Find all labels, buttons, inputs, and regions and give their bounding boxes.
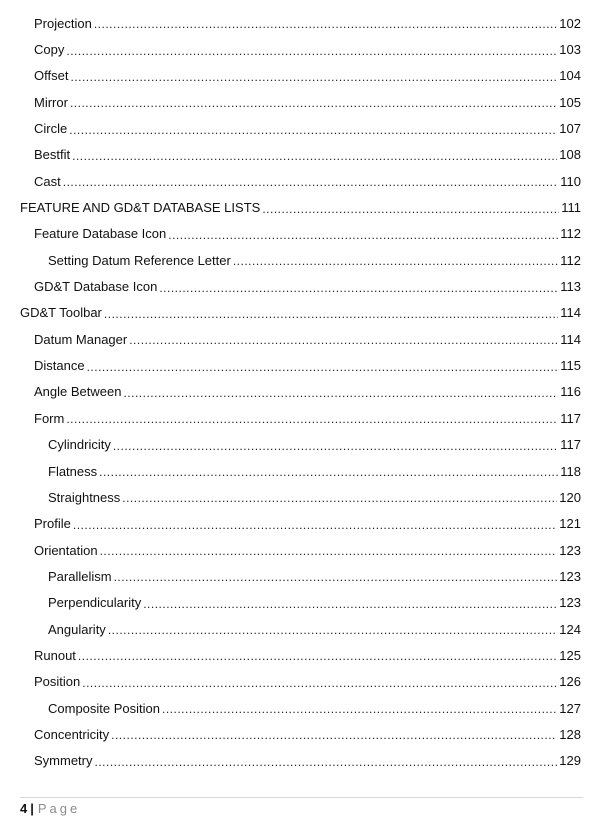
toc-entry-page-number: 121	[559, 516, 581, 532]
toc-entry[interactable]	[0, 669, 607, 695]
toc-entry-page-number: 112	[560, 226, 581, 242]
toc-entry[interactable]	[0, 590, 607, 616]
toc-entry-page-number: 102	[559, 15, 581, 31]
toc-entry-page-number: 123	[559, 542, 581, 558]
toc-entry[interactable]	[0, 511, 607, 537]
toc-entry-title: Symmetry	[34, 753, 93, 769]
toc-dot-leader	[162, 703, 557, 715]
toc-entry-page-number: 117	[560, 410, 581, 426]
toc-entry-page-number: 116	[560, 384, 581, 400]
toc-entry-title: Orientation	[34, 542, 98, 558]
toc-dot-leader	[73, 519, 557, 531]
toc-dot-leader	[94, 18, 557, 30]
toc-entry-page-number: 118	[560, 463, 581, 479]
toc-dot-leader	[66, 413, 558, 425]
toc-entry-title: Offset	[34, 68, 69, 84]
toc-dot-leader	[99, 466, 558, 478]
toc-entry-page-number: 112	[560, 252, 581, 268]
toc-entry[interactable]	[0, 326, 607, 352]
toc-entry-page-number: 124	[559, 621, 581, 637]
toc-entry[interactable]	[0, 273, 607, 299]
footer-separator: |	[30, 801, 34, 816]
toc-dot-leader	[123, 387, 558, 399]
toc-entry[interactable]	[0, 484, 607, 510]
toc-entry[interactable]	[0, 300, 607, 326]
toc-dot-leader	[95, 756, 558, 768]
toc-entry[interactable]	[0, 379, 607, 405]
toc-entry[interactable]	[0, 194, 607, 220]
toc-dot-leader	[100, 545, 558, 557]
toc-entry[interactable]	[0, 63, 607, 89]
toc-dot-leader	[159, 282, 558, 294]
toc-entry-title: Position	[34, 674, 81, 690]
toc-entry-title: Profile	[34, 516, 71, 532]
toc-entry[interactable]	[0, 642, 607, 668]
toc-entry[interactable]	[0, 537, 607, 563]
toc-entry-title: Parallelism	[48, 568, 112, 584]
toc-entry-page-number: 123	[559, 595, 581, 611]
toc-entry-page-number: 128	[559, 726, 581, 742]
toc-entry-page-number: 129	[559, 753, 581, 769]
toc-entry-title: FEATURE AND GD&T DATABASE LISTS	[20, 200, 261, 216]
toc-entry-title: Projection	[34, 15, 92, 31]
toc-entry-page-number: 104	[559, 68, 581, 84]
toc-entry-page-number: 110	[560, 173, 581, 189]
toc-dot-leader	[168, 229, 558, 241]
toc-entry-title: Cast	[34, 173, 61, 189]
toc-entry-title: Perpendicularity	[48, 595, 142, 611]
toc-entry-page-number: 120	[559, 489, 581, 505]
page-footer	[20, 801, 80, 817]
toc-entry-page-number: 107	[559, 121, 581, 137]
toc-entry-title: Circle	[34, 121, 68, 137]
toc-entry-title: Concentricity	[34, 726, 110, 742]
toc-entry-page-number: 113	[560, 279, 581, 295]
toc-entry-page-number: 114	[560, 331, 581, 347]
toc-entry[interactable]	[0, 352, 607, 378]
toc-entry[interactable]	[0, 142, 607, 168]
toc-entry-page-number: 111	[561, 200, 581, 216]
toc-dot-leader	[87, 361, 559, 373]
toc-dot-leader	[72, 150, 557, 162]
toc-entry-title: Angularity	[48, 621, 106, 637]
toc-entry-page-number: 127	[559, 700, 581, 716]
toc-dot-leader	[108, 624, 557, 636]
toc-dot-leader	[63, 176, 559, 188]
footer-divider	[20, 797, 583, 798]
toc-entry-title: Copy	[34, 42, 65, 58]
toc-entry[interactable]	[0, 36, 607, 62]
toc-entry-title: Bestfit	[34, 147, 71, 163]
toc-entry[interactable]	[0, 221, 607, 247]
toc-entry[interactable]	[0, 115, 607, 141]
toc-dot-leader	[66, 45, 557, 57]
table-of-contents	[0, 10, 607, 774]
toc-entry-title: Datum Manager	[34, 331, 128, 347]
toc-entry[interactable]	[0, 458, 607, 484]
toc-entry-page-number: 108	[559, 147, 581, 163]
toc-entry-page-number: 123	[559, 568, 581, 584]
toc-entry-title: Form	[34, 410, 65, 426]
toc-entry-page-number: 105	[559, 94, 581, 110]
toc-entry-title: Composite Position	[48, 700, 160, 716]
toc-dot-leader	[82, 677, 557, 689]
toc-entry-title: Flatness	[48, 463, 98, 479]
toc-entry-page-number: 114	[560, 305, 581, 321]
toc-entry[interactable]	[0, 721, 607, 747]
toc-entry[interactable]	[0, 89, 607, 115]
toc-entry[interactable]	[0, 432, 607, 458]
toc-entry[interactable]	[0, 563, 607, 589]
toc-entry-page-number: 117	[560, 437, 581, 453]
toc-dot-leader	[111, 729, 557, 741]
toc-dot-leader	[70, 71, 557, 83]
toc-entry-title: Cylindricity	[48, 437, 111, 453]
toc-dot-leader	[122, 492, 557, 504]
toc-dot-leader	[233, 255, 558, 267]
toc-entry-title: Setting Datum Reference Letter	[48, 252, 231, 268]
toc-entry[interactable]	[0, 405, 607, 431]
toc-dot-leader	[129, 334, 558, 346]
toc-entry-title: Mirror	[34, 94, 68, 110]
toc-dot-leader	[113, 440, 558, 452]
toc-entry-title: GD&T Database Icon	[34, 279, 158, 295]
toc-entry[interactable]	[0, 168, 607, 194]
toc-dot-leader	[262, 203, 559, 215]
toc-dot-leader	[69, 124, 557, 136]
toc-entry-title: Straightness	[48, 489, 121, 505]
toc-entry[interactable]	[0, 10, 607, 36]
toc-entry-title: Angle Between	[34, 384, 122, 400]
toc-dot-leader	[104, 308, 558, 320]
toc-dot-leader	[70, 97, 557, 109]
toc-dot-leader	[114, 571, 558, 583]
toc-entry-title: GD&T Toolbar	[20, 305, 102, 321]
toc-entry-page-number: 115	[560, 358, 581, 374]
footer-page-label: Page	[37, 801, 81, 816]
toc-entry-title: Feature Database Icon	[34, 226, 167, 242]
toc-entry-title: Runout	[34, 647, 76, 663]
toc-entry-page-number: 125	[559, 647, 581, 663]
footer-page-number: 4	[20, 801, 28, 816]
toc-entry[interactable]	[0, 247, 607, 273]
toc-dot-leader	[78, 650, 557, 662]
toc-entry[interactable]	[0, 748, 607, 774]
toc-dot-leader	[143, 598, 557, 610]
toc-entry-page-number: 126	[559, 674, 581, 690]
toc-entry-page-number: 103	[559, 42, 581, 58]
toc-entry[interactable]	[0, 616, 607, 642]
toc-entry[interactable]	[0, 695, 607, 721]
toc-entry-title: Distance	[34, 358, 85, 374]
